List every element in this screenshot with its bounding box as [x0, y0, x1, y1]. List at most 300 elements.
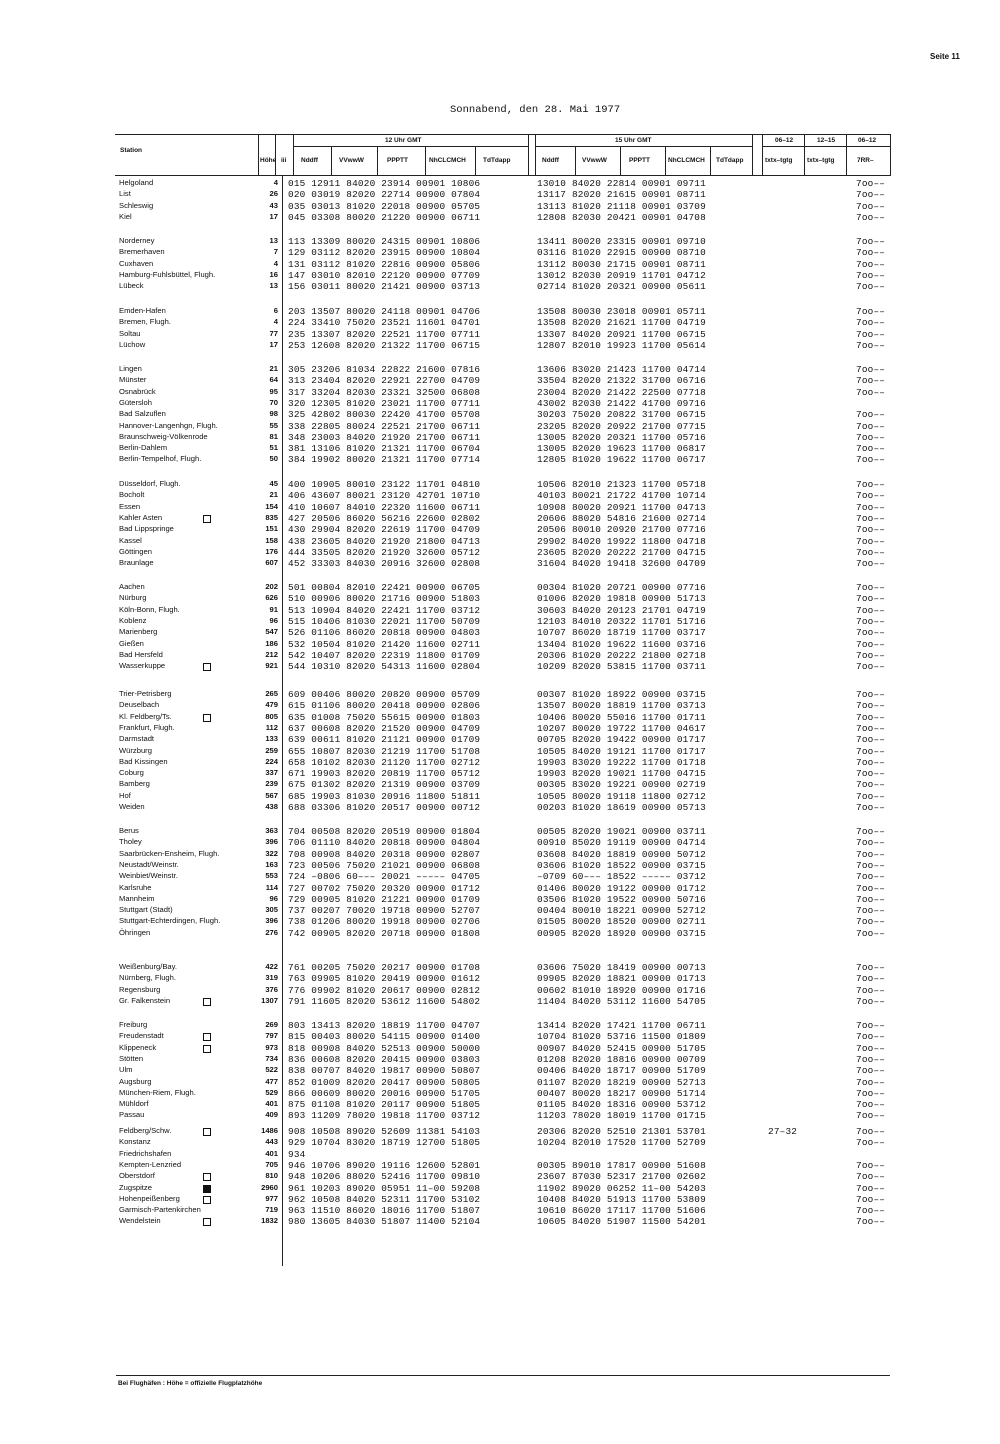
table-row [0, 454, 1000, 465]
precip-group: 7oo–– [856, 1065, 886, 1077]
table-row [0, 201, 1000, 212]
table-row [0, 1160, 1000, 1171]
precip-group: 7oo–– [856, 420, 886, 432]
obs-12-utc: 542 10407 82020 22319 11800 01709 [288, 649, 481, 661]
station-name: Gießen [119, 638, 144, 648]
station-name: Öhringen [119, 927, 151, 937]
station-name: Stötten [119, 1053, 144, 1063]
obs-15-utc: 01208 82020 18816 00900 00709 [537, 1053, 706, 1065]
table-row [0, 973, 1000, 984]
obs-12-utc: 156 03011 80020 21421 00900 03713 [288, 281, 481, 293]
precip-group: 7oo–– [856, 258, 886, 270]
obs-15-utc: 23607 87030 52317 21700 02602 [537, 1171, 706, 1183]
square-icon [203, 1196, 211, 1204]
obs-15-utc: 23205 82020 20922 21700 07715 [537, 420, 706, 432]
table-row [0, 409, 1000, 420]
table-row [0, 387, 1000, 398]
station-height: 319 [265, 973, 278, 983]
table-row [0, 443, 1000, 454]
obs-12-utc: 452 33303 84030 20916 32600 02808 [288, 558, 481, 570]
obs-12-utc: 742 00905 82020 20718 00900 01808 [288, 927, 481, 939]
obs-15-utc: 10204 82010 17520 11700 52709 [537, 1137, 706, 1149]
obs-12-utc: 510 00906 80020 21716 00900 51803 [288, 593, 481, 605]
square-icon [203, 1045, 211, 1053]
station-height: 734 [265, 1053, 278, 1063]
station-name: Klippeneck [119, 1042, 157, 1052]
obs-15-utc: 03116 81020 22915 00900 08710 [537, 247, 706, 259]
station-name: Karlsruhe [119, 882, 152, 892]
square-icon [203, 515, 211, 523]
station-name: Würzburg [119, 745, 152, 755]
obs-15-utc: 13113 81020 21118 00901 03709 [537, 200, 706, 212]
table-header [115, 134, 890, 176]
obs-12-utc: 948 10206 88020 52416 11700 09810 [288, 1171, 481, 1183]
obs-15-utc: 10209 82020 53815 11700 03711 [537, 661, 706, 673]
obs-15-utc: 10408 84020 51913 11700 53809 [537, 1193, 706, 1205]
table-row [0, 593, 1000, 604]
table-row [0, 1216, 1000, 1227]
station-height: 114 [265, 882, 278, 892]
table-row [0, 916, 1000, 927]
station-name: Hannover-Langenhgn, Flugh. [119, 420, 218, 430]
station-height: 396 [265, 916, 278, 926]
obs-12-utc: 320 12305 81020 23021 11700 07711 [288, 397, 481, 409]
obs-15-utc: 20606 88020 54816 21600 02714 [537, 512, 706, 524]
table-row [0, 1054, 1000, 1065]
table-row [0, 639, 1000, 650]
station-height: 2960 [261, 1182, 278, 1192]
station-height: 95 [269, 386, 278, 396]
table-row [0, 178, 1000, 189]
precip-group: 7oo–– [856, 905, 886, 917]
obs-15-utc: 00407 80020 18217 00900 51714 [537, 1087, 706, 1099]
header-hoehe: Höhe [260, 157, 277, 164]
station-height: 805 [265, 711, 278, 721]
station-height: 21 [269, 490, 278, 500]
obs-15-utc: 03606 81020 18522 00900 03715 [537, 859, 706, 871]
obs-12-utc: 305 23206 81034 22822 21600 07816 [288, 364, 481, 375]
precip-group: 7oo–– [856, 501, 886, 513]
header-range-2-sub: txtx–tgtg [807, 157, 835, 164]
obs-12-utc: 893 11209 78020 19818 11700 03712 [288, 1110, 481, 1122]
station-name: Freiburg [119, 1020, 148, 1029]
table-row [0, 860, 1000, 871]
table-row [0, 1183, 1000, 1194]
precip-group: 7oo–– [856, 236, 886, 247]
station-height: 64 [269, 375, 278, 385]
obs-15-utc: 12805 81020 19622 11700 06717 [537, 454, 706, 466]
station-height: 409 [265, 1110, 278, 1120]
table-row [0, 1099, 1000, 1110]
station-height: 479 [265, 700, 278, 710]
precip-group: 7oo–– [856, 1137, 886, 1149]
station-height: 239 [265, 779, 278, 789]
obs-12-utc: 791 11605 82020 53612 11600 54802 [288, 995, 481, 1007]
precip-group: 7oo–– [856, 558, 886, 570]
obs-15-utc: 30603 84020 20123 21701 04719 [537, 604, 706, 616]
obs-15-utc: 00705 82020 19422 00900 01717 [537, 734, 706, 746]
obs-12-utc: 738 01206 80020 19918 00900 02706 [288, 916, 481, 928]
header-12-col: TdTdapp [483, 157, 511, 164]
precip-group: 7oo–– [856, 1087, 886, 1099]
obs-15-utc: 01105 84020 18316 00900 53712 [537, 1099, 706, 1111]
obs-15-utc: 13005 82020 20321 11700 05716 [537, 431, 706, 443]
footer-divider [116, 1375, 890, 1376]
station-height: 50 [269, 454, 278, 464]
station-height: 224 [265, 756, 278, 766]
table-row [0, 826, 1000, 837]
table-row [0, 627, 1000, 638]
header-12-col: NhCLCMCH [429, 157, 466, 164]
precip-group: 7oo–– [856, 995, 886, 1007]
footnote: Bei Flughäfen : Höhe = offizielle Flugplatzhöhe [118, 1380, 263, 1387]
obs-15-utc: 13404 81020 19622 11600 03716 [537, 638, 706, 650]
station-name: Oberstdorf [119, 1171, 155, 1181]
table-row [0, 432, 1000, 443]
obs-12-utc: 635 01008 75020 55615 00900 01803 [288, 711, 481, 723]
station-name: List [119, 189, 131, 199]
precip-group: 7oo–– [856, 826, 886, 837]
table-row [0, 513, 1000, 524]
precip-group: 7oo–– [856, 281, 886, 293]
precip-group: 7oo–– [856, 386, 886, 398]
table-row [0, 421, 1000, 432]
obs-12-utc: 639 00611 81020 21121 00900 01709 [288, 734, 481, 746]
table-row [0, 247, 1000, 258]
precip-group: 7oo–– [856, 1031, 886, 1043]
station-name: Kassel [119, 535, 142, 545]
station-height: 477 [265, 1076, 278, 1086]
header-15-col: VVwwW [582, 157, 607, 164]
obs-15-utc: 00305 83020 19221 00900 02719 [537, 779, 706, 791]
table-row [0, 1205, 1000, 1216]
station-height: 626 [265, 593, 278, 603]
obs-15-utc: 01006 82020 19818 00900 51713 [537, 593, 706, 605]
station-name: Koblenz [119, 615, 147, 625]
table-row [0, 189, 1000, 200]
station-height: 133 [265, 734, 278, 744]
station-height: 16 [269, 269, 278, 279]
precip-group: 7oo–– [856, 490, 886, 502]
obs-15-utc: 13005 82020 19623 11700 06817 [537, 443, 706, 455]
table-row [0, 700, 1000, 711]
table-row [0, 894, 1000, 905]
obs-12-utc: 803 13413 82020 18819 11700 04707 [288, 1020, 481, 1031]
table-row [0, 1043, 1000, 1054]
table-row [0, 340, 1000, 351]
precip-group: 7oo–– [856, 454, 886, 466]
obs-12-utc: 934 [288, 1148, 306, 1160]
precip-group: 7oo–– [856, 745, 886, 757]
obs-12-utc: 317 33204 82030 23321 32500 06808 [288, 386, 481, 398]
precip-group: 7oo–– [856, 756, 886, 768]
obs-15-utc: 01505 80020 18520 00900 02711 [537, 916, 706, 928]
obs-15-utc: 01406 80020 19122 00900 01712 [537, 882, 706, 894]
station-name: Hamburg-Fuhlsbüttel, Flugh. [119, 269, 216, 279]
precip-group: 7oo–– [856, 638, 886, 650]
obs-12-utc: 962 10508 84020 52311 11700 53102 [288, 1193, 481, 1205]
table-row [0, 1126, 1000, 1137]
obs-12-utc: 381 13106 81020 21321 11700 06704 [288, 443, 481, 455]
station-height: 1486 [261, 1126, 278, 1135]
station-height: 337 [265, 768, 278, 778]
table-row [0, 582, 1000, 593]
square-icon [203, 1033, 211, 1041]
table-row [0, 871, 1000, 882]
station-name: Stuttgart-Echterdingen, Flugh. [119, 916, 221, 926]
station-name: Freudenstadt [119, 1031, 164, 1041]
obs-15-utc: 01107 82020 18219 00900 52713 [537, 1076, 706, 1088]
precip-group: 7oo–– [856, 546, 886, 558]
station-name: Kahler Asten [119, 512, 163, 522]
obs-15-utc: 10506 82010 21323 11700 05718 [537, 479, 706, 490]
table-row [0, 746, 1000, 757]
obs-15-utc: 20306 81020 20222 21800 02718 [537, 649, 706, 661]
table-row [0, 837, 1000, 848]
station-height: 176 [265, 546, 278, 556]
obs-15-utc: 10908 80020 20921 11700 04713 [537, 501, 706, 513]
obs-15-utc: 10406 80020 55016 11700 01711 [537, 711, 706, 723]
obs-15-utc: 11203 78020 18019 11700 01715 [537, 1110, 706, 1122]
station-name: Darmstadt [119, 734, 155, 744]
station-name: Soltau [119, 328, 141, 338]
table-row [0, 375, 1000, 386]
obs-12-utc: 688 03306 81020 20517 00900 00712 [288, 802, 481, 813]
table-row [0, 849, 1000, 860]
station-name: Ulm [119, 1065, 133, 1075]
station-name: Köln-Bonn, Flugh. [119, 604, 180, 614]
station-name: Regensburg [119, 984, 161, 994]
station-height: 835 [265, 512, 278, 522]
station-name: Frankfurt, Flugh. [119, 722, 175, 732]
station-height: 705 [265, 1159, 278, 1169]
header-12-uhr: 12 Uhr GMT [385, 137, 422, 144]
obs-12-utc: 836 00608 82020 20415 00900 03803 [288, 1053, 481, 1065]
obs-15-utc: 43002 82030 21422 41700 09716 [537, 397, 706, 409]
obs-15-utc: 13307 84020 20921 11700 06715 [537, 328, 706, 340]
station-name: Münster [119, 375, 147, 385]
table-row [0, 985, 1000, 996]
table-row [0, 558, 1000, 569]
obs-12-utc: 708 00908 84020 20318 00900 02807 [288, 848, 481, 860]
precip-group: 7oo–– [856, 1042, 886, 1054]
page-title: Sonnabend, den 28. Mai 1977 [450, 104, 621, 116]
header-15-col: PPPTT [629, 157, 650, 164]
obs-15-utc: 40103 80021 21722 41700 10714 [537, 490, 706, 502]
obs-15-utc: 13411 80020 23315 00901 09710 [537, 236, 706, 247]
table-row [0, 1077, 1000, 1088]
precip-group: 7oo–– [856, 211, 886, 223]
obs-12-utc: 131 03112 81020 22816 00900 05806 [288, 258, 481, 270]
station-height: 7 [273, 247, 278, 257]
table-row [0, 996, 1000, 1007]
station-name: Bad Salzuflen [119, 409, 166, 419]
obs-12-utc: 704 00508 82020 20519 00900 01804 [288, 826, 481, 837]
precip-group: 7oo–– [856, 582, 886, 593]
table-row [0, 605, 1000, 616]
obs-12-utc: 235 13307 82020 22521 11700 07711 [288, 328, 481, 340]
table-row [0, 502, 1000, 513]
table-row [0, 757, 1000, 768]
obs-15-utc: 10704 81020 53716 11500 01809 [537, 1031, 706, 1043]
obs-15-utc: 33504 82020 21322 31700 06716 [537, 375, 706, 387]
header-12-col: Nddff [301, 157, 318, 164]
station-name: Kempten-Lenzried [119, 1159, 182, 1169]
obs-15-utc: 13112 80030 21715 00901 08711 [537, 258, 706, 270]
obs-12-utc: 406 43607 80021 23120 42701 10710 [288, 490, 481, 502]
obs-12-utc: 129 03112 82020 23915 00900 10804 [288, 247, 481, 259]
table-row [0, 1031, 1000, 1042]
table-row [0, 547, 1000, 558]
header-15-col: NhCLCMCH [668, 157, 705, 164]
obs-12-utc: 147 03010 82010 22120 00900 07709 [288, 269, 481, 281]
obs-12-utc: 400 10905 80010 23122 11701 04810 [288, 479, 481, 490]
table-row [0, 712, 1000, 723]
station-height: 96 [269, 893, 278, 903]
precip-group: 7oo–– [856, 768, 886, 780]
station-height: 529 [265, 1087, 278, 1097]
precip-group: 7oo–– [856, 722, 886, 734]
precip-group: 7oo–– [856, 848, 886, 860]
precip-group: 7oo–– [856, 1076, 886, 1088]
obs-15-utc: 10605 84020 51907 11500 54201 [537, 1216, 706, 1228]
station-name: Wasserkuppe [119, 661, 166, 671]
station-name: Bad Lippspringe [119, 524, 174, 534]
obs-12-utc: 609 00406 80020 20820 00900 05709 [288, 689, 481, 700]
table-row [0, 768, 1000, 779]
station-name: Berlin-Dahlem [119, 443, 168, 453]
station-name: Stuttgart (Stadt) [119, 905, 173, 915]
table-row [0, 1110, 1000, 1121]
obs-12-utc: 113 13309 80020 24315 00901 10806 [288, 236, 481, 247]
precip-group: 7oo–– [856, 1110, 886, 1122]
station-name: Lüchow [119, 339, 146, 349]
station-height: 401 [265, 1148, 278, 1158]
precip-group: 7oo–– [856, 306, 886, 317]
station-height: 567 [265, 790, 278, 800]
obs-12-utc: 963 11510 86020 18016 11700 51807 [288, 1205, 481, 1217]
table-row [0, 905, 1000, 916]
obs-15-utc: 13606 83020 21423 11700 04714 [537, 364, 706, 375]
precip-group: 7oo–– [856, 734, 886, 746]
obs-15-utc: 10207 80020 19722 11700 04617 [537, 722, 706, 734]
obs-12-utc: 615 01106 80020 20418 00900 02806 [288, 700, 481, 712]
precip-group: 7oo–– [856, 1216, 886, 1228]
station-height: 977 [265, 1193, 278, 1203]
station-name: Nürburg [119, 593, 147, 603]
precip-group: 7oo–– [856, 1205, 886, 1217]
header-15-col: Nddff [542, 157, 559, 164]
station-height: 186 [265, 638, 278, 648]
station-name: Hof [119, 790, 131, 800]
obs-12-utc: 203 13507 80020 24118 00901 04706 [288, 306, 481, 317]
obs-15-utc: 20306 82020 52510 21301 53701 [537, 1126, 706, 1137]
obs-15-utc: 13117 82020 21615 00901 08711 [537, 189, 706, 201]
header-range-3: 06–12 [858, 137, 877, 144]
precip-group: 7oo–– [856, 375, 886, 387]
station-height: 13 [269, 281, 278, 291]
obs-12-utc: 501 00804 82010 22421 00900 06705 [288, 582, 481, 593]
obs-15-utc: 00404 80010 18221 00900 52712 [537, 905, 706, 917]
station-height: 547 [265, 627, 278, 637]
station-height: 6 [273, 306, 278, 315]
precip-group: 7oo–– [856, 409, 886, 421]
obs-15-utc: 31604 84020 19418 32600 04709 [537, 558, 706, 570]
precip-group: 7oo–– [856, 328, 886, 340]
obs-12-utc: 045 03308 80020 21220 00900 06711 [288, 211, 481, 223]
station-height: 51 [269, 443, 278, 453]
precip-group: 7oo–– [856, 627, 886, 639]
station-name: Aachen [119, 582, 145, 591]
table-row [0, 791, 1000, 802]
station-name: Schleswig [119, 200, 154, 210]
obs-12-utc: 430 29904 82020 22619 11700 04709 [288, 524, 481, 536]
precip-group: 7oo–– [856, 649, 886, 661]
table-row [0, 734, 1000, 745]
precip-group: 7oo–– [856, 927, 886, 939]
precip-group: 7oo–– [856, 661, 886, 673]
header-range-3-sub: 7RR– [857, 157, 874, 164]
station-name: Bad Hersfeld [119, 649, 163, 659]
obs-15-utc: 00406 84020 18717 00900 51709 [537, 1065, 706, 1077]
precip-group: 7oo–– [856, 339, 886, 351]
precip-group: 7oo–– [856, 247, 886, 259]
obs-12-utc: 723 00506 75020 21021 00900 06808 [288, 859, 481, 871]
station-name: München-Riem, Flugh. [119, 1087, 196, 1097]
obs-12-utc: 035 03013 81020 22018 00900 05705 [288, 200, 481, 212]
precip-group: 7oo–– [856, 269, 886, 281]
station-height: 1832 [261, 1216, 278, 1226]
table-row [0, 398, 1000, 409]
station-name: Deuselbach [119, 700, 160, 710]
station-height: 91 [269, 604, 278, 614]
obs-15-utc: 30203 75020 20822 31700 06715 [537, 409, 706, 421]
precip-group: 7oo–– [856, 364, 886, 375]
obs-12-utc: 675 01302 82020 21319 00900 03709 [288, 779, 481, 791]
obs-12-utc: 655 10807 82030 21219 11700 51708 [288, 745, 481, 757]
station-name: Zugspitze [119, 1182, 152, 1192]
obs-12-utc: 338 22805 80024 22521 21700 06711 [288, 420, 481, 432]
station-height: 265 [265, 689, 278, 698]
station-height: 43 [269, 200, 278, 210]
obs-15-utc: 03606 75020 18419 00900 00713 [537, 962, 706, 973]
obs-15-utc: 10707 86020 18719 11700 03717 [537, 627, 706, 639]
table-row [0, 1149, 1000, 1160]
station-name: Essen [119, 501, 141, 511]
station-height: 269 [265, 1020, 278, 1029]
station-name: Tholey [119, 837, 142, 847]
obs-12-utc: 658 10102 82030 21120 11700 02712 [288, 756, 481, 768]
obs-12-utc: 727 00702 75020 20320 00900 01712 [288, 882, 481, 894]
table-row [0, 536, 1000, 547]
station-height: 212 [265, 649, 278, 659]
obs-12-utc: 438 23605 84020 21920 21800 04713 [288, 535, 481, 547]
table-row [0, 212, 1000, 223]
station-height: 13 [269, 236, 278, 245]
station-height: 4 [273, 258, 278, 268]
station-height: 396 [265, 837, 278, 847]
station-height: 112 [265, 722, 278, 732]
station-name: Osnabrück [119, 386, 156, 396]
obs-15-utc: 00907 84020 52415 00900 51705 [537, 1042, 706, 1054]
header-station: Station [120, 147, 143, 154]
precip-group: 7oo–– [856, 593, 886, 605]
obs-15-utc: 12808 82030 20421 00901 04708 [537, 211, 706, 223]
table-row [0, 661, 1000, 672]
square-icon [203, 998, 211, 1006]
station-height: 151 [265, 524, 278, 534]
obs-12-utc: 776 09902 81020 20617 00900 02812 [288, 984, 481, 996]
